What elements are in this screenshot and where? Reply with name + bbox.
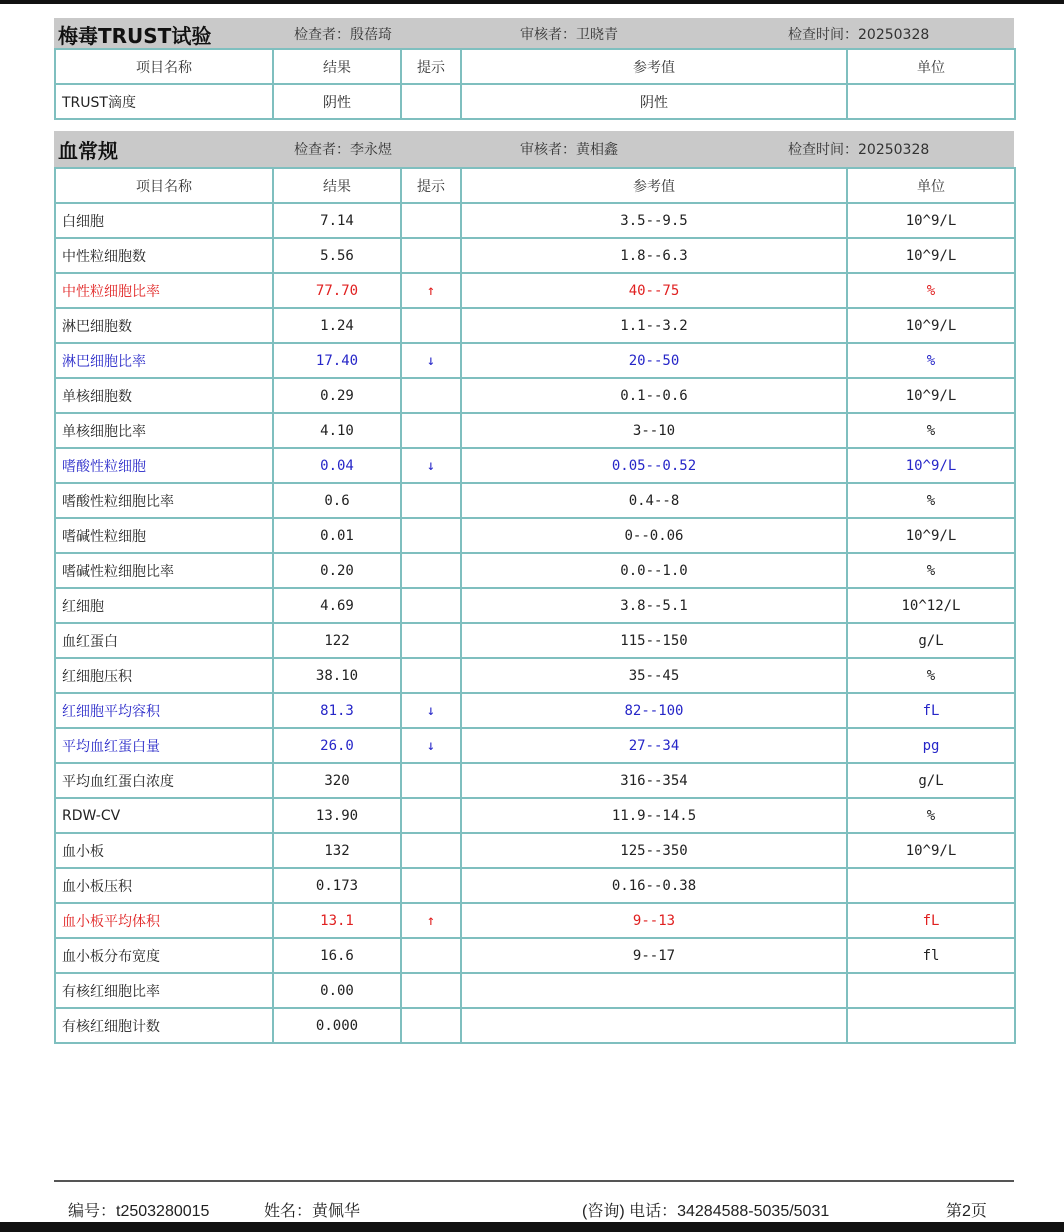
item-result: 4.10 [273, 413, 401, 448]
item-unit: 10^12/L [847, 588, 1015, 623]
trust-inspector: 检查者：殷蓓琦 [294, 27, 392, 43]
item-flag [401, 203, 461, 238]
col-header-unit: 单位 [847, 49, 1015, 84]
item-unit: % [847, 483, 1015, 518]
item-unit: g/L [847, 623, 1015, 658]
table-row [55, 308, 1015, 343]
item-result: 77.70 [273, 273, 401, 308]
item-reference: 11.9--14.5 [461, 798, 847, 833]
table-row [55, 378, 1015, 413]
table-row [55, 273, 1015, 308]
item-name: 中性粒细胞数 [55, 238, 273, 273]
item-name: 血小板压积 [55, 868, 273, 903]
item-unit: 10^9/L [847, 203, 1015, 238]
contact-phone: (咨询) 电话：34284588-5035/5031 [582, 1203, 830, 1220]
item-result: 0.6 [273, 483, 401, 518]
table-row [55, 728, 1015, 763]
trust-section-header [54, 18, 1014, 48]
item-name: 红细胞平均容积 [55, 693, 273, 728]
item-reference: 316--354 [461, 763, 847, 798]
item-flag [401, 84, 461, 119]
item-reference: 0.1--0.6 [461, 378, 847, 413]
item-name: 平均血红蛋白量 [55, 728, 273, 763]
item-result: 81.3 [273, 693, 401, 728]
item-reference: 9--17 [461, 938, 847, 973]
item-unit: 10^9/L [847, 833, 1015, 868]
table-row [55, 938, 1015, 973]
item-name: 嗜酸性粒细胞比率 [55, 483, 273, 518]
footer [54, 1196, 1014, 1222]
table-row [55, 553, 1015, 588]
item-reference: 0.05--0.52 [461, 448, 847, 483]
item-flag [401, 658, 461, 693]
item-result: 0.00 [273, 973, 401, 1008]
item-unit: pg [847, 728, 1015, 763]
item-reference [461, 1008, 847, 1043]
table-row [55, 203, 1015, 238]
item-flag: ↑ [401, 273, 461, 308]
item-name: 单核细胞比率 [55, 413, 273, 448]
item-reference: 1.1--3.2 [461, 308, 847, 343]
item-unit [847, 1008, 1015, 1043]
item-name: 血小板 [55, 833, 273, 868]
item-name: 中性粒细胞比率 [55, 273, 273, 308]
item-name: 红细胞压积 [55, 658, 273, 693]
item-unit: % [847, 553, 1015, 588]
item-result: 4.69 [273, 588, 401, 623]
col-header-name: 项目名称 [55, 49, 273, 84]
item-unit: % [847, 273, 1015, 308]
item-reference: 0.4--8 [461, 483, 847, 518]
table-row [55, 518, 1015, 553]
item-reference: 40--75 [461, 273, 847, 308]
item-result: 17.40 [273, 343, 401, 378]
item-unit: 10^9/L [847, 518, 1015, 553]
item-reference: 1.8--6.3 [461, 238, 847, 273]
item-unit: 10^9/L [847, 378, 1015, 413]
item-flag [401, 798, 461, 833]
table-row [55, 798, 1015, 833]
trust-time: 检查时间：20250328 [788, 27, 930, 43]
item-result: 1.24 [273, 308, 401, 343]
item-flag [401, 868, 461, 903]
blood-reviewer: 审核者：黄相鑫 [520, 142, 618, 158]
blood-table [54, 167, 1016, 1044]
item-reference: 0--0.06 [461, 518, 847, 553]
item-flag: ↑ [401, 903, 461, 938]
item-result: 38.10 [273, 658, 401, 693]
item-reference: 20--50 [461, 343, 847, 378]
table-row [55, 763, 1015, 798]
item-unit [847, 973, 1015, 1008]
table-row [55, 588, 1015, 623]
item-flag [401, 938, 461, 973]
col-header-flag: 提示 [401, 168, 461, 203]
table-row [55, 833, 1015, 868]
table-row [55, 238, 1015, 273]
col-header-result: 结果 [273, 168, 401, 203]
item-flag [401, 518, 461, 553]
item-unit: fL [847, 693, 1015, 728]
item-reference: 阴性 [461, 84, 847, 119]
report-number: 编号：t2503280015 [68, 1203, 210, 1220]
item-result: 0.01 [273, 518, 401, 553]
table-row [55, 623, 1015, 658]
item-result: 320 [273, 763, 401, 798]
item-unit: fL [847, 903, 1015, 938]
item-flag: ↓ [401, 448, 461, 483]
item-name: 淋巴细胞数 [55, 308, 273, 343]
item-unit: fl [847, 938, 1015, 973]
item-reference: 82--100 [461, 693, 847, 728]
item-flag [401, 1008, 461, 1043]
item-name: 红细胞 [55, 588, 273, 623]
item-name: 白细胞 [55, 203, 273, 238]
footer-divider [54, 1180, 1014, 1182]
item-name: 嗜酸性粒细胞 [55, 448, 273, 483]
table-row [55, 84, 1015, 119]
item-reference: 9--13 [461, 903, 847, 938]
blood-section-header [54, 131, 1014, 167]
item-unit: % [847, 343, 1015, 378]
item-flag: ↓ [401, 343, 461, 378]
item-name: 血红蛋白 [55, 623, 273, 658]
table-row [55, 1008, 1015, 1043]
trust-header-row [55, 49, 1015, 84]
table-row [55, 658, 1015, 693]
item-name: 单核细胞数 [55, 378, 273, 413]
item-reference: 3.8--5.1 [461, 588, 847, 623]
item-reference: 3.5--9.5 [461, 203, 847, 238]
item-result: 7.14 [273, 203, 401, 238]
item-unit [847, 84, 1015, 119]
item-flag [401, 973, 461, 1008]
item-result: 0.04 [273, 448, 401, 483]
item-flag [401, 378, 461, 413]
table-row [55, 343, 1015, 378]
table-row [55, 868, 1015, 903]
item-reference [461, 973, 847, 1008]
blood-section [54, 131, 1014, 1044]
item-result: 122 [273, 623, 401, 658]
item-reference: 0.0--1.0 [461, 553, 847, 588]
patient-name: 姓名：黄佩华 [264, 1203, 361, 1220]
blood-title: 血常规 [58, 139, 118, 163]
table-row [55, 413, 1015, 448]
item-unit: % [847, 413, 1015, 448]
table-row [55, 903, 1015, 938]
item-name: 有核红细胞比率 [55, 973, 273, 1008]
item-name: 嗜碱性粒细胞比率 [55, 553, 273, 588]
item-result: 13.90 [273, 798, 401, 833]
table-row [55, 448, 1015, 483]
item-result: 16.6 [273, 938, 401, 973]
item-flag [401, 588, 461, 623]
item-reference: 0.16--0.38 [461, 868, 847, 903]
item-reference: 3--10 [461, 413, 847, 448]
col-header-ref: 参考值 [461, 49, 847, 84]
col-header-result: 结果 [273, 49, 401, 84]
item-reference: 27--34 [461, 728, 847, 763]
trust-reviewer: 审核者：卫晓青 [520, 27, 618, 43]
item-name: 有核红细胞计数 [55, 1008, 273, 1043]
item-flag: ↓ [401, 728, 461, 763]
trust-table [54, 48, 1016, 120]
blood-header-row [55, 168, 1015, 203]
item-unit: g/L [847, 763, 1015, 798]
item-result: 5.56 [273, 238, 401, 273]
table-row [55, 483, 1015, 518]
item-result: 0.173 [273, 868, 401, 903]
item-result: 26.0 [273, 728, 401, 763]
item-flag [401, 833, 461, 868]
item-result: 13.1 [273, 903, 401, 938]
item-name: TRUST滴度 [55, 84, 273, 119]
table-row [55, 973, 1015, 1008]
item-unit: 10^9/L [847, 448, 1015, 483]
item-unit: 10^9/L [847, 238, 1015, 273]
item-result: 阴性 [273, 84, 401, 119]
table-row [55, 693, 1015, 728]
item-flag: ↓ [401, 693, 461, 728]
trust-title: 梅毒TRUST试验 [58, 24, 212, 48]
item-unit: % [847, 798, 1015, 833]
item-flag [401, 308, 461, 343]
item-name: 血小板平均体积 [55, 903, 273, 938]
col-header-name: 项目名称 [55, 168, 273, 203]
item-unit: % [847, 658, 1015, 693]
item-result: 0.000 [273, 1008, 401, 1043]
trust-section [54, 18, 1014, 120]
item-reference: 125--350 [461, 833, 847, 868]
item-reference: 115--150 [461, 623, 847, 658]
item-name: RDW-CV [55, 798, 273, 833]
item-flag [401, 413, 461, 448]
item-flag [401, 483, 461, 518]
page-number: 第2页 [946, 1203, 987, 1220]
item-name: 嗜碱性粒细胞 [55, 518, 273, 553]
item-unit [847, 868, 1015, 903]
item-unit: 10^9/L [847, 308, 1015, 343]
item-result: 0.29 [273, 378, 401, 413]
item-name: 淋巴细胞比率 [55, 343, 273, 378]
item-reference: 35--45 [461, 658, 847, 693]
blood-inspector: 检查者：李永煜 [294, 142, 392, 158]
item-flag [401, 553, 461, 588]
col-header-ref: 参考值 [461, 168, 847, 203]
item-result: 132 [273, 833, 401, 868]
item-name: 血小板分布宽度 [55, 938, 273, 973]
item-result: 0.20 [273, 553, 401, 588]
item-flag [401, 763, 461, 798]
item-flag [401, 623, 461, 658]
blood-time: 检查时间：20250328 [788, 142, 930, 158]
item-flag [401, 238, 461, 273]
col-header-flag: 提示 [401, 49, 461, 84]
col-header-unit: 单位 [847, 168, 1015, 203]
bottom-bar [0, 1222, 1064, 1232]
item-name: 平均血红蛋白浓度 [55, 763, 273, 798]
